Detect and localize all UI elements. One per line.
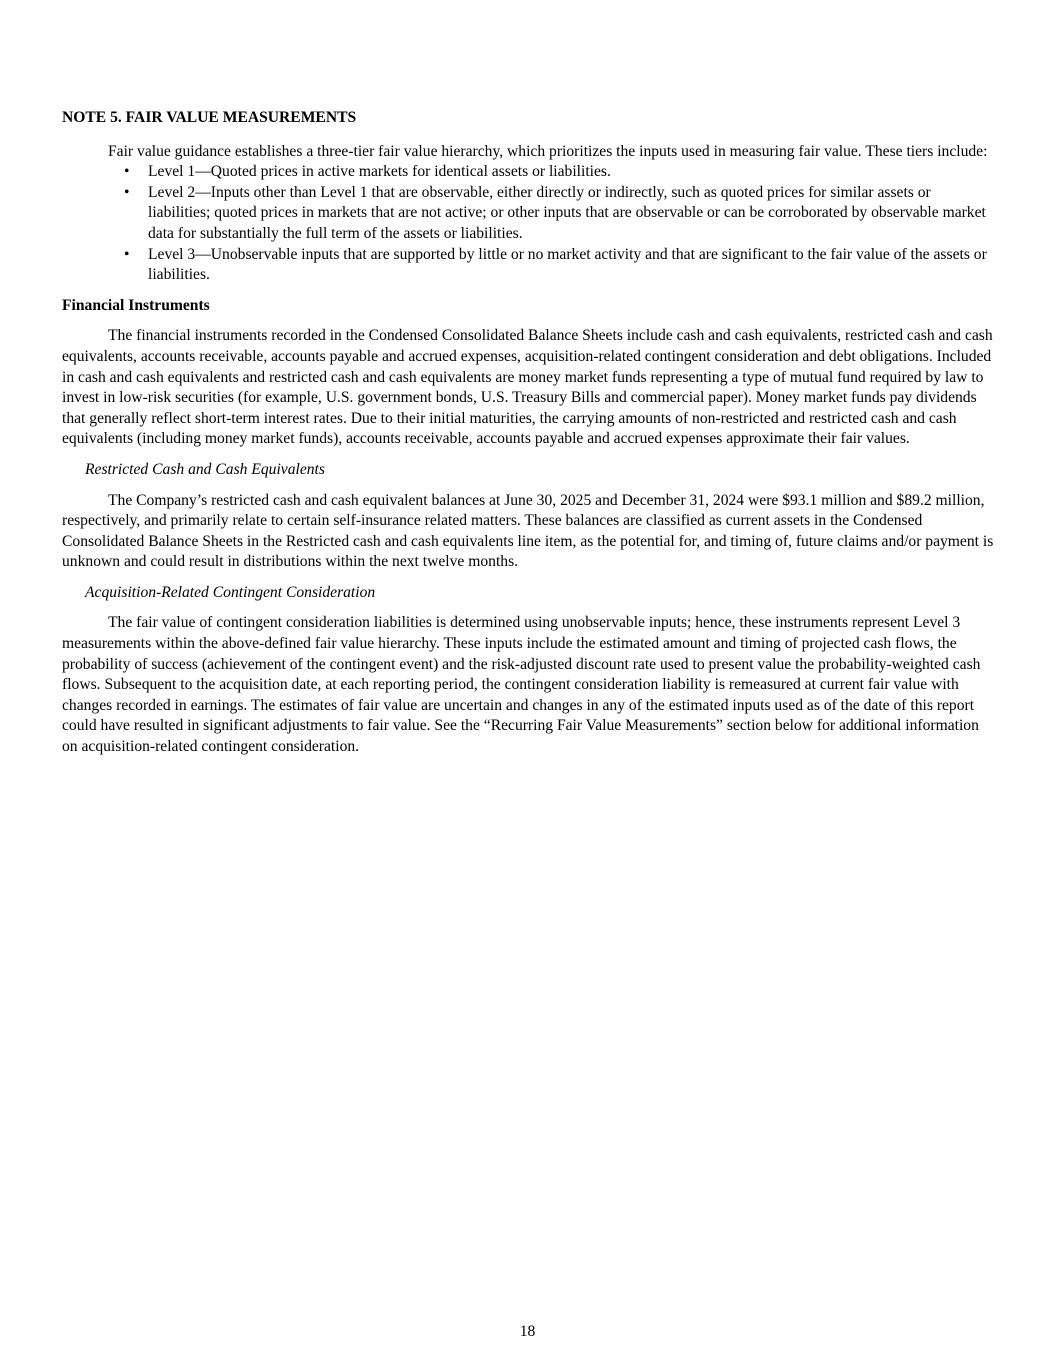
list-item: [62, 162, 996, 183]
contingent-consideration-heading: Acquisition-Related Contingent Consideration: [85, 583, 376, 601]
restricted-cash-heading: Restricted Cash and Cash Equivalents: [85, 460, 325, 478]
list-item: [62, 245, 996, 286]
level-2-text: Level 2—Inputs other than Level 1 that are observable, either directly or indirectly, such as quoted prices for similar assets or liabilities; quoted prices in markets that are not active; or other inputs that are observable or can be corroborated by observable market data for substantially the full term of the assets or liabilities.: [148, 183, 986, 242]
bullet-glyph: •: [124, 183, 130, 201]
hierarchy-level-list: [62, 162, 996, 286]
financial-instruments-heading: Financial Instruments: [62, 296, 210, 314]
fair-value-intro: Fair value guidance establishes a three-tier fair value hierarchy, which prioritizes the inputs used in measuring fair value. These tiers include:: [108, 142, 988, 160]
list-item: [62, 183, 996, 245]
restricted-cash-paragraph: The Company’s restricted cash and cash equivalent balances at June 30, 2025 and December 31, 2024 were $93.1 million and $89.2 million, respectively, and primarily relate to certain self-insurance related matters. These balances are classified as current assets in the Condensed Consolidated Balance Sheets in the Restricted cash and cash equivalents line item, as the potential for, and timing of, future claims and/or payment is unknown and could result in distributions within the next twelve months.: [62, 491, 994, 571]
bullet-glyph: •: [124, 245, 130, 263]
note-title: NOTE 5. FAIR VALUE MEASUREMENTS: [62, 109, 357, 126]
document-page: [62, 108, 996, 758]
page-number: 18: [519, 1323, 536, 1340]
bullet-glyph: •: [124, 163, 130, 181]
level-1-text: Level 1—Quoted prices in active markets for identical assets or liabilities.: [148, 163, 611, 181]
financial-instruments-paragraph: The financial instruments recorded in the Condensed Consolidated Balance Sheets include cash and cash equivalents, restricted cash and cash equivalents, accounts receivable, accounts payable and accrued expenses, acquisition-related contingent consideration and debt obligations. Included in cash and cash equivalents and restricted cash and cash equivalents are money market funds representing a type of mutual fund required by law to invest in low-risk securities (for example, U.S. government bonds, U.S. Treasury Bills and commercial paper). Money market funds pay dividends that generally reflect short-term interest rates. Due to their initial maturities, the carrying amounts of non-restricted and restricted cash and cash equivalents (including money market funds), accounts receivable, accounts payable and accrued expenses approximate their fair values.: [62, 327, 993, 448]
level-3-text: Level 3—Unobservable inputs that are supported by little or no market activity and that are significant to the fair value of the assets or liabilities.: [148, 245, 987, 284]
contingent-consideration-paragraph: The fair value of contingent consideration liabilities is determined using unobservable inputs; hence, these instruments represent Level 3 measurements within the above-defined fair value hierarchy. These inputs include the estimated amount and timing of projected cash flows, the probability of success (achievement of the contingent event) and the risk-adjusted discount rate used to present value the probability-weighted cash flows. Subsequent to the acquisition date, at each reporting period, the contingent consideration liability is remeasured at current fair value with changes recorded in earnings. The estimates of fair value are uncertain and changes in any of the estimated inputs used as of the date of this report could have resulted in significant adjustments to fair value. See the “Recurring Fair Value Measurements” section below for additional information on acquisition-related contingent consideration.: [62, 614, 981, 756]
